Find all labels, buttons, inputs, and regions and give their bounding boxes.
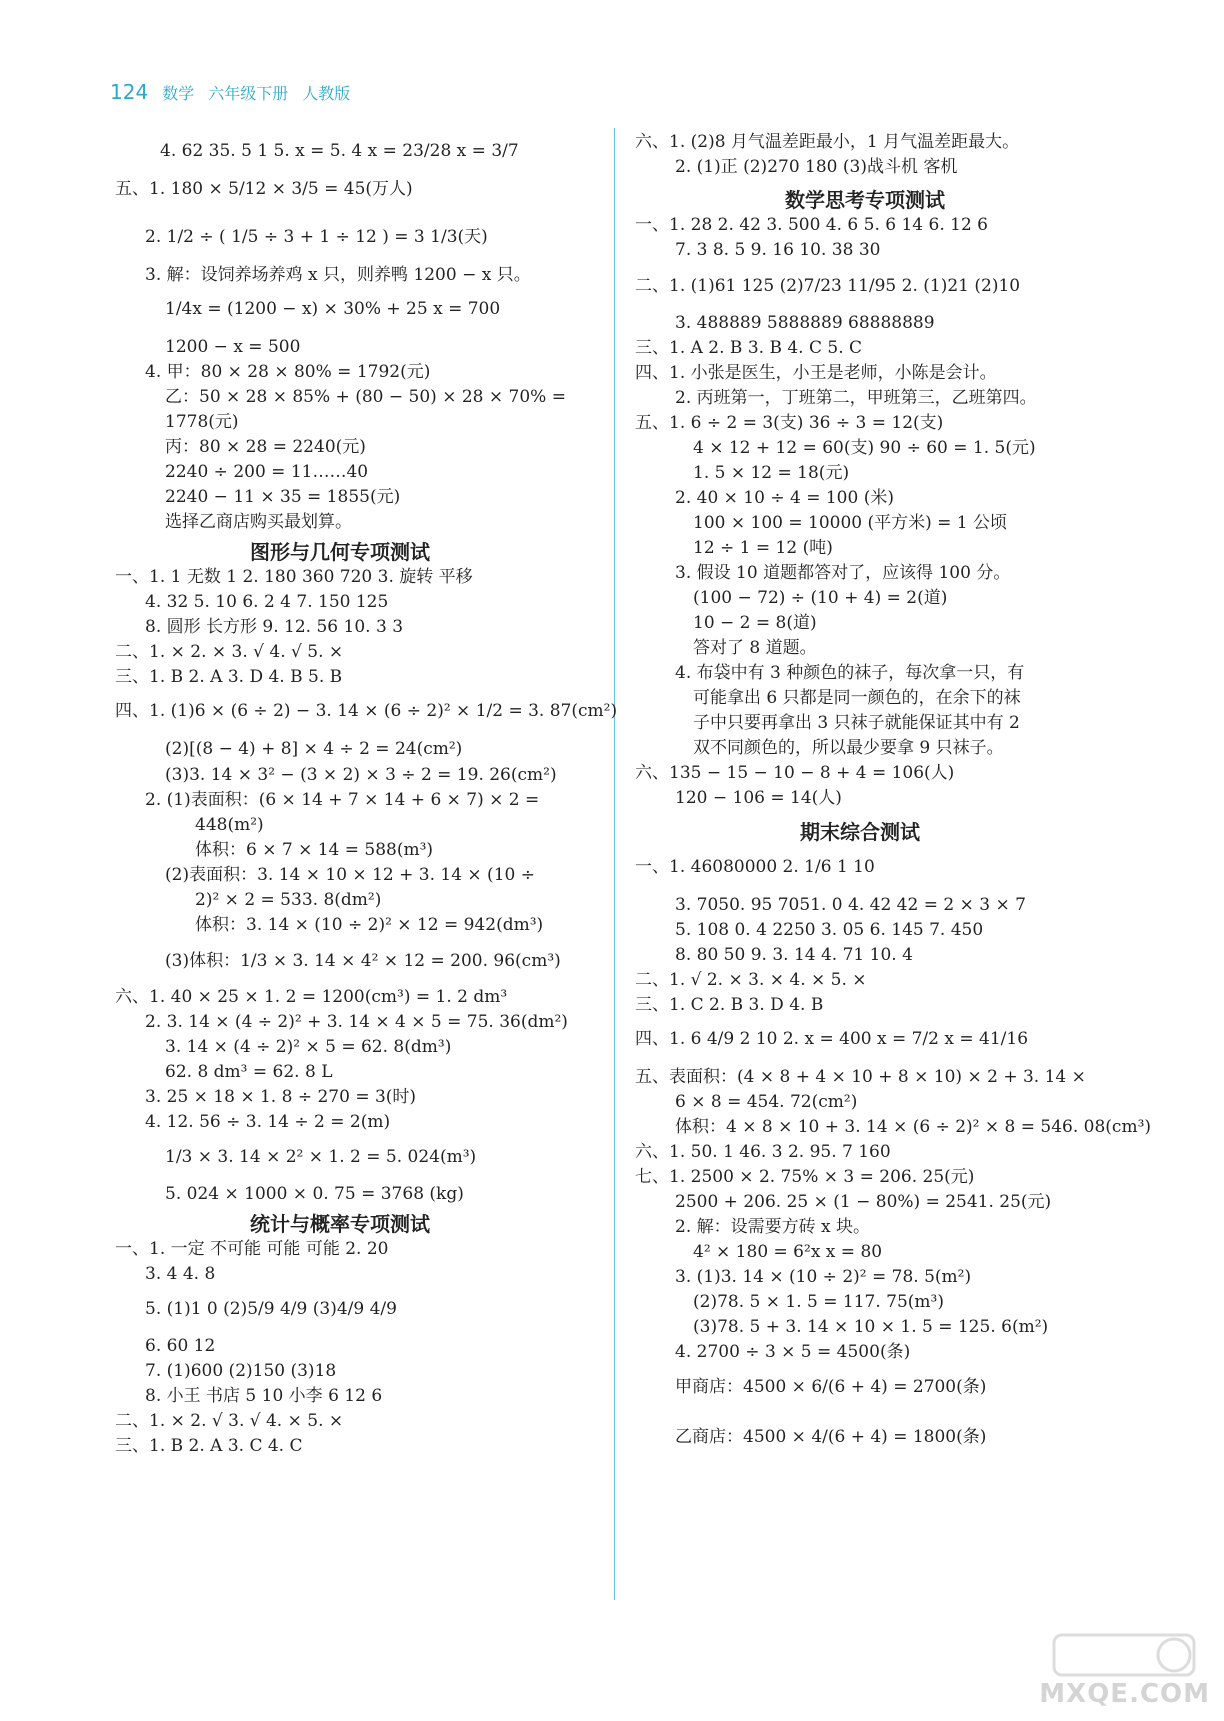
answer-line: 甲商店：4500 × 6/(6 + 4) = 2700(条) xyxy=(675,1377,987,1397)
answer-line: 6 × 8 = 454. 72(cm²) xyxy=(675,1092,858,1112)
answer-line: 一、1. 28 2. 42 3. 500 4. 6 5. 6 14 6. 12 6 xyxy=(635,215,988,235)
answer-line: 一、1. 一定 不可能 可能 可能 2. 20 xyxy=(115,1239,389,1259)
watermark-text: MXQE.COM xyxy=(1039,1679,1210,1709)
page-header xyxy=(110,80,350,110)
section-title: 数学思考专项测试 xyxy=(785,188,945,212)
answer-line: 体积：4 × 8 × 10 + 3. 14 × (6 ÷ 2)² × 8 = 546. 08(cm³) xyxy=(675,1117,1152,1137)
answer-line: 3. 假设 10 道题都答对了，应该得 100 分。 xyxy=(675,563,1011,583)
answer-line: 1/3 × 3. 14 × 2² × 1. 2 = 5. 024(m³) xyxy=(165,1147,477,1167)
answer-line: 4. 甲：80 × 28 × 80% = 1792(元) xyxy=(145,362,431,382)
answer-line: 4 × 12 + 12 = 60(支) 90 ÷ 60 = 1. 5(元) xyxy=(693,438,1036,458)
answer-line: 2. 1/2 ÷ ( 1/5 ÷ 3 + 1 ÷ 12 ) = 3 1/3(天) xyxy=(145,227,488,247)
answer-line: 2. 解：设需要方砖 x 块。 xyxy=(675,1217,871,1237)
answer-line: 体积：3. 14 × (10 ÷ 2)² × 12 = 942(dm³) xyxy=(195,915,544,935)
answer-line: 4. 布袋中有 3 种颜色的袜子，每次拿一只，有 xyxy=(675,663,1025,683)
answer-line: 六、135 − 15 − 10 − 8 + 4 = 106(人) xyxy=(635,763,955,783)
section-title: 期末综合测试 xyxy=(800,820,920,844)
answer-line: 448(m²) xyxy=(195,815,264,835)
answer-line: 2. 40 × 10 ÷ 4 = 100 (米) xyxy=(675,488,894,508)
answer-line: 1/4x = (1200 − x) × 30% + 25 x = 700 xyxy=(165,299,501,319)
answer-line: 1. 5 × 12 = 18(元) xyxy=(693,463,850,483)
answer-line: 一、1. 1 无数 1 2. 180 360 720 3. 旋转 平移 xyxy=(115,567,473,587)
answer-line: 4. 62 35. 5 1 5. x = 5. 4 x = 23/28 x = 3/7 xyxy=(160,141,519,161)
answer-line: 双不同颜色的，所以最少要拿 9 只袜子。 xyxy=(693,738,1004,758)
answer-line: 三、1. B 2. A 3. C 4. C xyxy=(115,1436,303,1456)
answer-line: 乙商店：4500 × 4/(6 + 4) = 1800(条) xyxy=(675,1427,987,1447)
answer-line: 2240 ÷ 200 = 11……40 xyxy=(165,462,369,482)
answer-line: 一、1. 46080000 2. 1/6 1 10 xyxy=(635,857,875,877)
answer-line: 3. 7050. 95 7051. 0 4. 42 42 = 2 × 3 × 7 xyxy=(675,895,1026,915)
answer-line: 3. 4 4. 8 xyxy=(145,1264,216,1284)
answer-line: 4² × 180 = 6²x x = 80 xyxy=(693,1242,883,1262)
answer-line: 7. 3 8. 5 9. 16 10. 38 30 xyxy=(675,240,881,260)
answer-line: 100 × 100 = 10000 (平方米) = 1 公顷 xyxy=(693,513,1008,533)
answer-line: 体积：6 × 7 × 14 = 588(m³) xyxy=(195,840,434,860)
answer-line: 3. 25 × 18 × 1. 8 ÷ 270 = 3(时) xyxy=(145,1087,417,1107)
answer-line: 答对了 8 道题。 xyxy=(693,638,817,658)
answer-line: (3)体积：1/3 × 3. 14 × 4² × 12 = 200. 96(cm³) xyxy=(165,951,561,971)
header-edition: 人教版 xyxy=(302,84,351,103)
answer-line: 七、1. 2500 × 2. 75% × 3 = 206. 25(元) xyxy=(635,1167,975,1187)
answer-line: (2)[(8 − 4) + 8] × 4 ÷ 2 = 24(cm²) xyxy=(165,739,463,759)
answer-line: 子中只要再拿出 3 只袜子就能保证其中有 2 xyxy=(693,713,1020,733)
answer-line: 五、1. 180 × 5/12 × 3/5 = 45(万人) xyxy=(115,179,413,199)
answer-line: 2. (1)表面积：(6 × 14 + 7 × 14 + 6 × 7) × 2 = xyxy=(145,790,540,810)
answer-line: (2)表面积：3. 14 × 10 × 12 + 3. 14 × (10 ÷ xyxy=(165,865,535,885)
answer-line: 三、1. A 2. B 3. B 4. C 5. C xyxy=(635,338,863,358)
answer-line: 四、1. 小张是医生，小王是老师，小陈是会计。 xyxy=(635,363,997,383)
answer-line: 三、1. B 2. A 3. D 4. B 5. B xyxy=(115,667,343,687)
answer-line: 62. 8 dm³ = 62. 8 L xyxy=(165,1062,333,1082)
answer-line: 4. 2700 ÷ 3 × 5 = 4500(条) xyxy=(675,1342,911,1362)
section-title: 统计与概率专项测试 xyxy=(250,1212,430,1236)
answer-line: 2500 + 206. 25 × (1 − 80%) = 2541. 25(元) xyxy=(675,1192,1052,1212)
answer-line: (3)78. 5 + 3. 14 × 10 × 1. 5 = 125. 6(m²) xyxy=(693,1317,1049,1337)
answer-line: 三、1. C 2. B 3. D 4. B xyxy=(635,995,824,1015)
header-subject: 数学 xyxy=(162,84,195,103)
answer-line: 二、1. √ 2. × 3. × 4. × 5. × xyxy=(635,970,867,990)
answer-line: 2. 3. 14 × (4 ÷ 2)² + 3. 14 × 4 × 5 = 75. 36(dm²) xyxy=(145,1012,568,1032)
answer-line: 六、1. 40 × 25 × 1. 2 = 1200(cm³) = 1. 2 dm³ xyxy=(115,987,508,1007)
answer-line: 丙：80 × 28 = 2240(元) xyxy=(165,437,366,457)
column-divider xyxy=(614,128,615,1600)
answer-line: 六、1. 50. 1 46. 3 2. 95. 7 160 xyxy=(635,1142,891,1162)
answer-line: 3. 解：设饲养场养鸡 x 只，则养鸭 1200 − x 只。 xyxy=(145,265,531,285)
answer-line: (100 − 72) ÷ (10 + 4) = 2(道) xyxy=(693,588,948,608)
answer-line: 6. 60 12 xyxy=(145,1336,216,1356)
answer-line: 3. (1)3. 14 × (10 ÷ 2)² = 78. 5(m²) xyxy=(675,1267,972,1287)
answer-line: 5. (1)1 0 (2)5/9 4/9 (3)4/9 4/9 xyxy=(145,1299,397,1319)
page-number: 124 xyxy=(110,80,149,104)
answer-line: 4. 32 5. 10 6. 2 4 7. 150 125 xyxy=(145,592,389,612)
answer-line: 7. (1)600 (2)150 (3)18 xyxy=(145,1361,337,1381)
answer-line: 五、表面积：(4 × 8 + 4 × 10 + 8 × 10) × 2 + 3. 14 × xyxy=(635,1067,1086,1087)
answer-line: 12 ÷ 1 = 12 (吨) xyxy=(693,538,833,558)
answer-line: 五、1. 6 ÷ 2 = 3(支) 36 ÷ 3 = 12(支) xyxy=(635,413,944,433)
header-grade: 六年级下册 xyxy=(208,84,289,103)
answer-line: 二、1. × 2. √ 3. √ 4. × 5. × xyxy=(115,1411,344,1431)
answer-line: 2)² × 2 = 533. 8(dm²) xyxy=(195,890,382,910)
answer-line: 8. 圆形 长方形 9. 12. 56 10. 3 3 xyxy=(145,617,404,637)
answer-line: 可能拿出 6 只都是同一颜色的，在余下的袜 xyxy=(693,688,1021,708)
answer-line: 选择乙商店购买最划算。 xyxy=(165,512,352,532)
answer-line: 3. 488889 5888889 68888889 xyxy=(675,313,935,333)
answer-line: (2)78. 5 × 1. 5 = 117. 75(m³) xyxy=(693,1292,944,1312)
answer-line: 2240 − 11 × 35 = 1855(元) xyxy=(165,487,401,507)
answer-line: 4. 12. 56 ÷ 3. 14 ÷ 2 = 2(m) xyxy=(145,1112,391,1132)
answer-line: 8. 小王 书店 5 10 小李 6 12 6 xyxy=(145,1386,383,1406)
answer-line: 120 − 106 = 14(人) xyxy=(675,788,842,808)
answer-line: 1200 − x = 500 xyxy=(165,337,301,357)
answer-line: (3)3. 14 × 3² − (3 × 2) × 3 ÷ 2 = 19. 26(cm²) xyxy=(165,765,557,785)
answer-line: 10 − 2 = 8(道) xyxy=(693,613,817,633)
answer-line: 8. 80 50 9. 3. 14 4. 71 10. 4 xyxy=(675,945,913,965)
answer-line: 5. 024 × 1000 × 0. 75 = 3768 (kg) xyxy=(165,1184,464,1204)
answer-line: 四、1. (1)6 × (6 ÷ 2) − 3. 14 × (6 ÷ 2)² × 1/2 = 3. 87(cm²) xyxy=(115,701,618,721)
answer-line: 3. 14 × (4 ÷ 2)² × 5 = 62. 8(dm³) xyxy=(165,1037,452,1057)
section-title: 图形与几何专项测试 xyxy=(250,540,430,564)
answer-line: 5. 108 0. 4 2250 3. 05 6. 145 7. 450 xyxy=(675,920,984,940)
answer-line: 四、1. 6 4/9 2 10 2. x = 400 x = 7/2 x = 41/16 xyxy=(635,1029,1029,1049)
answer-line: 乙：50 × 28 × 85% + (80 − 50) × 28 × 70% = xyxy=(165,387,566,407)
answer-line: 1778(元) xyxy=(165,412,239,432)
answer-line: 2. (1)正 (2)270 180 (3)战斗机 客机 xyxy=(675,157,958,177)
answer-line: 2. 丙班第一，丁班第二，甲班第三，乙班第四。 xyxy=(675,388,1037,408)
answer-line: 二、1. × 2. × 3. √ 4. √ 5. × xyxy=(115,642,344,662)
answer-line: 二、1. (1)61 125 (2)7/23 11/95 2. (1)21 (2)10 xyxy=(635,276,1021,296)
answer-line: 六、1. (2)8 月气温差距最小，1 月气温差距最大。 xyxy=(635,132,1020,152)
